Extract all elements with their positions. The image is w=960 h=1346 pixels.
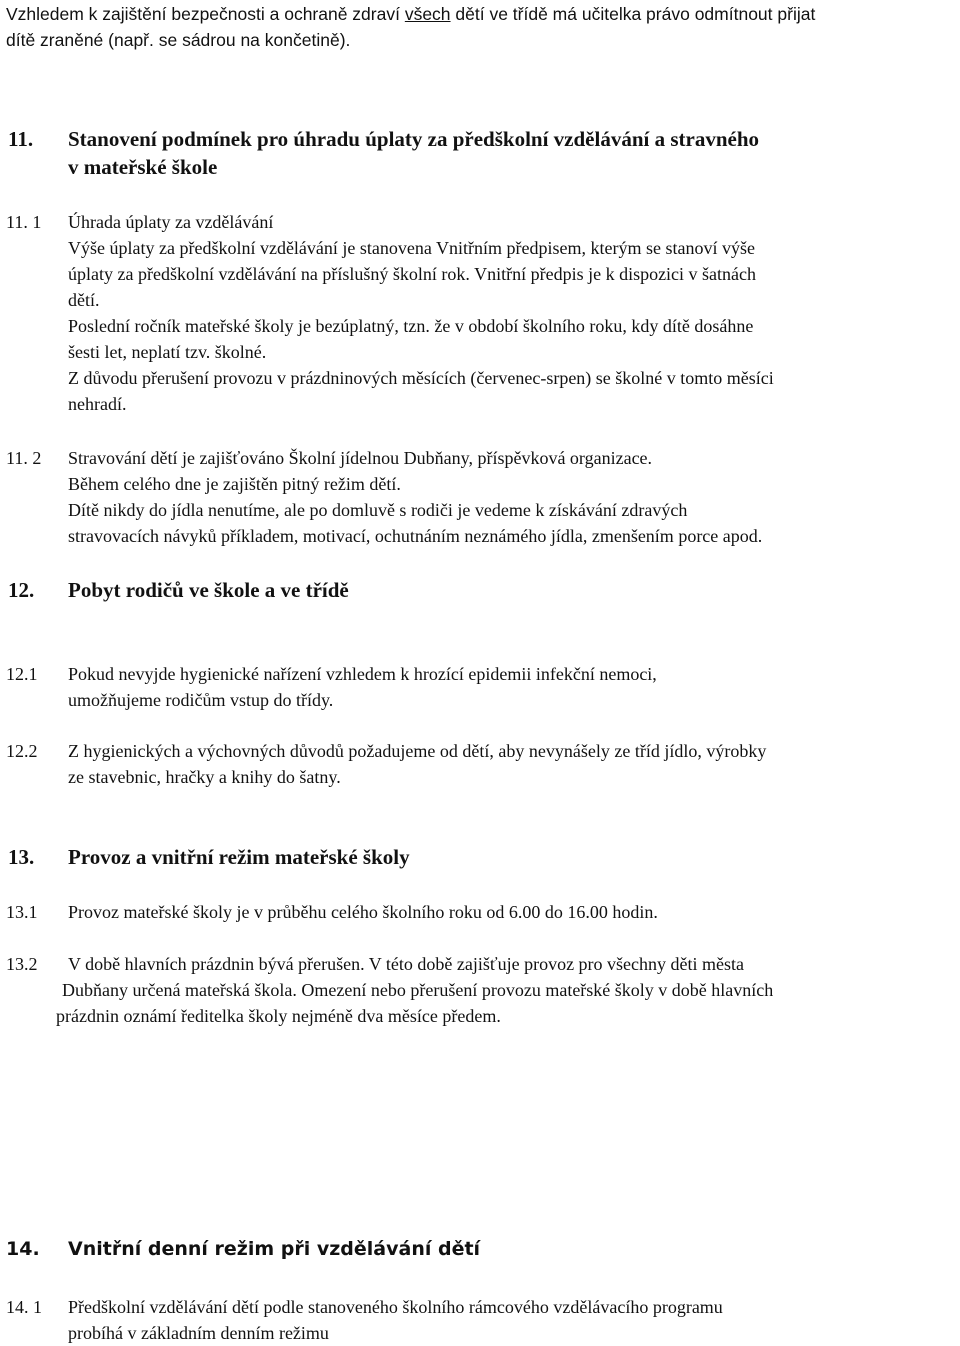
section-11-title-line-2: v mateřské škole [68,155,218,179]
section-14-title: Vnitřní denní režim při vzdělávání dětí [68,1238,481,1260]
para-11-1-line-4: Poslední ročník mateřské školy je bezúplatný, tzn. že v období školního roku, kdy dítě dosáhne [68,316,754,336]
section-13-number: 13. [8,845,35,869]
para-12-2-line-2: ze stavebnic, hračky a knihy do šatny. [68,767,341,787]
para-11-2-number: 11. 2 [6,448,42,468]
section-14-number: 14. [6,1238,40,1260]
para-12-2-line-1: Z hygienických a výchovných důvodů požadujeme od dětí, aby nevynášely ze tříd jídlo, výrobky [68,741,767,761]
para-13-2-line-2: Dubňany určená mateřská škola. Omezení nebo přerušení provozu mateřské školy v době hlavních [62,980,774,1000]
para-12-1-number: 12.1 [6,664,38,684]
intro-line-2: dítě zraněné (např. se sádrou na končetině). [6,30,351,50]
para-11-2-line-2: Během celého dne je zajištěn pitný režim dětí. [68,474,401,494]
para-11-2-line-1: Stravování dětí je zajišťováno Školní jídelnou Dubňany, příspěvková organizace. [68,448,653,468]
para-11-1-number: 11. 1 [6,212,42,232]
intro-text-b: dětí ve třídě má učitelka právo odmítnout přijat [450,4,816,24]
section-12-number: 12. [8,578,35,602]
section-11-title-line-1: Stanovení podmínek pro úhradu úplaty za předškolní vzdělávání a stravného [68,127,760,151]
para-13-2-line-3: prázdnin oznámí ředitelka školy nejméně dva měsíce předem. [56,1006,501,1026]
para-11-1-heading: Úhrada úplaty za vzdělávání [68,212,274,232]
para-11-1-line-7: nehradí. [68,394,127,414]
para-11-2-line-4: stravovacích návyků příkladem, motivací, ochutnáním neznámého jídla, zmenšením porce apod. [68,526,763,546]
para-14-1-number: 14. 1 [6,1297,42,1317]
intro-underlined-word: všech [404,4,451,24]
para-13-2-line-1: V době hlavních prázdnin bývá přerušen. V této době zajišťuje provoz pro všechny děti města [68,954,745,974]
para-11-1-line-5: šesti let, neplatí tzv. školné. [68,342,267,362]
intro-text-a: Vzhledem k zajištění bezpečnosti a ochraně zdraví [6,4,405,24]
section-11-number: 11. [8,127,34,151]
para-11-1-line-6: Z důvodu přerušení provozu v prázdninových měsících (červenec-srpen) se školné v tomto měsíci [68,368,774,388]
para-12-2-number: 12.2 [6,741,38,761]
para-11-1-line-2: úplaty za předškolní vzdělávání na příslušný školní rok. Vnitřní předpis je k dispozici v šatnách [68,264,757,284]
para-12-1-line-2: umožňujeme rodičům vstup do třídy. [68,690,334,710]
para-14-1-line-1: Předškolní vzdělávání dětí podle stanoveného školního rámcového vzdělávacího programu [68,1297,723,1317]
section-12-title: Pobyt rodičů ve škole a ve třídě [68,578,349,602]
para-12-1-line-1: Pokud nevyjde hygienické nařízení vzhledem k hrozící epidemii infekční nemoci, [68,664,657,684]
intro-line-1 [6,1,815,27]
para-11-2-line-3: Dítě nikdy do jídla nenutíme, ale po domluvě s rodiči je vedeme k získávání zdravých [68,500,688,520]
section-13-title: Provoz a vnitřní režim mateřské školy [68,845,410,869]
para-13-2-number: 13.2 [6,954,38,974]
para-13-1-line-1: Provoz mateřské školy je v průběhu celého školního roku od 6.00 do 16.00 hodin. [68,902,658,922]
para-11-1-line-3: dětí. [68,290,100,310]
para-11-1-line-1: Výše úplaty za předškolní vzdělávání je stanovena Vnitřním předpisem, kterým se stanoví výše [68,238,755,258]
para-14-1-line-2: probíhá v základním denním režimu [68,1323,329,1343]
para-13-1-number: 13.1 [6,902,38,922]
